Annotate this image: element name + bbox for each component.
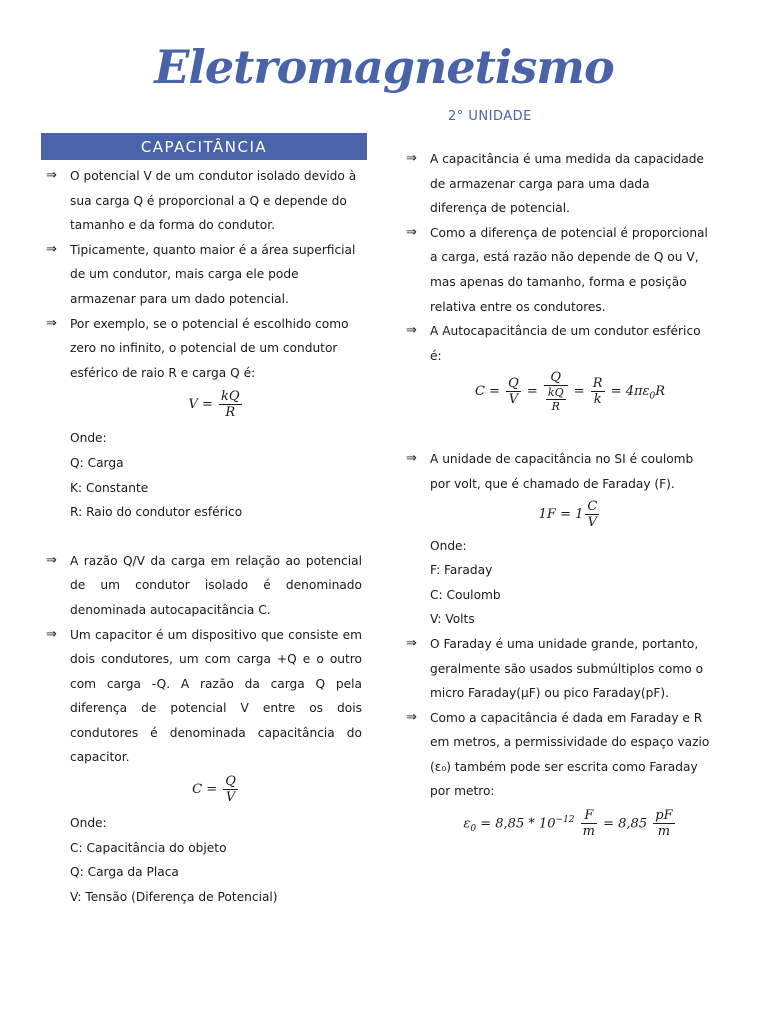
paragraph-text: Por exemplo, se o potencial é escolhido como zero no infinito, o potencial de um condutor esférico de raio R e carga Q é: <box>70 316 349 380</box>
definition-item: C: Coulomb <box>430 587 501 602</box>
implies-arrow-icon: ⇒ <box>46 626 57 642</box>
left-column <box>46 164 362 909</box>
list-item <box>46 549 362 623</box>
list-item <box>406 221 710 319</box>
implies-arrow-icon: ⇒ <box>406 151 417 166</box>
definition-item: F: Faraday <box>430 563 493 578</box>
formula-faraday: 1F = 1 $\frac{C}{V}$ <box>538 498 598 530</box>
definition-item: Q: Carga <box>70 455 124 470</box>
implies-arrow-icon: ⇒ <box>46 241 57 257</box>
list-item <box>406 147 710 221</box>
definition-list <box>46 811 362 909</box>
list-item <box>46 623 362 771</box>
definition-item: V: Volts <box>430 612 475 627</box>
definition-item: R: Raio do condutor esférico <box>70 505 243 520</box>
implies-arrow-icon: ⇒ <box>406 451 417 467</box>
paragraph-text: A razão Q/V da carga em relação ao potencial de um condutor isolado é denominado denominada autocapacitância C. <box>70 553 362 617</box>
implies-arrow-icon: ⇒ <box>406 709 417 725</box>
definition-item: C: Capacitância do objeto <box>70 840 227 855</box>
paragraph-text: A capacitância é uma medida da capacidade de armazenar carga para uma dada diferença de potencial. <box>430 152 704 216</box>
definition-label: Onde: <box>70 431 107 446</box>
implies-arrow-icon: ⇒ <box>406 224 417 240</box>
list-item <box>46 312 362 386</box>
paragraph-text: O Faraday é uma unidade grande, portanto, geralmente são usados submúltiplos como o micro Faraday(µF) ou pico Faraday(pF). <box>430 636 704 701</box>
definition-label: Onde: <box>70 816 107 831</box>
definition-list <box>46 426 362 524</box>
formula-capacitance: C = $\frac{Q}{V}$ <box>192 774 236 806</box>
definition-label: Onde: <box>430 538 467 553</box>
page-title: Eletromagnetismo <box>154 40 614 94</box>
formula-self-capacitance: C = $\frac{Q}{V}$ = $\frac{Q}{\frac{kQ}{R}}$ = $\frac{R}{k}$ = $4\pi\varepsilon_0R$ <box>474 370 666 414</box>
list-item <box>406 319 710 368</box>
list-item <box>406 706 710 804</box>
implies-arrow-icon: ⇒ <box>406 323 417 339</box>
list-item <box>46 164 362 238</box>
definition-item: V: Tensão (Diferença de Potencial) <box>70 889 278 904</box>
paragraph-text: O potencial V de um condutor isolado devido à sua carga Q é proporcional a Q e depende do tamanho e da forma do condutor. <box>70 169 357 233</box>
unit-subtitle: 2° UNIDADE <box>448 109 532 124</box>
paragraph-text: Como a diferença de potencial é proporcional a carga, está razão não depende de Q ou V, mas apenas do tamanho, forma e posição relativa entre os condutores. <box>430 225 708 314</box>
paragraph-text: A unidade de capacitância no SI é coulomb por volt, que é chamado de Faraday (F). <box>430 452 694 491</box>
formula-potential: V = $\frac{kQ}{R}$ <box>188 389 240 421</box>
definition-item: Q: Carga da Placa <box>70 865 179 880</box>
implies-arrow-icon: ⇒ <box>46 168 57 183</box>
paragraph-text: Um capacitor é um dispositivo que consiste em dois condutores, um com carga +Q e o outro com carga -Q. A razão da carga Q pela diferença de potencial V entre os dois condutores é denominada capacitância do capacitor. <box>70 627 362 765</box>
definition-item: K: Constante <box>70 480 149 495</box>
paragraph-text: Tipicamente, quanto maior é a área superficial de um condutor, mais carga ele pode armazenar para um dado potencial. <box>70 242 356 306</box>
definition-list <box>406 534 710 632</box>
formula-permittivity: $\varepsilon_0 = 8,85 * 10^{-12}$ $\frac{F}{m}$ = 8,85 $\frac{pF}{m}$ <box>463 808 673 840</box>
list-item <box>406 632 710 706</box>
implies-arrow-icon: ⇒ <box>46 552 57 568</box>
list-item <box>406 447 710 496</box>
right-column <box>406 147 710 846</box>
implies-arrow-icon: ⇒ <box>406 635 417 651</box>
implies-arrow-icon: ⇒ <box>46 315 57 331</box>
section-header: CAPACITÂNCIA <box>41 133 367 160</box>
list-item <box>46 238 362 312</box>
paragraph-text: A Autocapacitância de um condutor esférico é: <box>430 324 701 363</box>
paragraph-text: Como a capacitância é dada em Faraday e R em metros, a permissividade do espaço vazio (ε₀) também pode ser escrita como Faraday por metro: <box>430 710 710 799</box>
